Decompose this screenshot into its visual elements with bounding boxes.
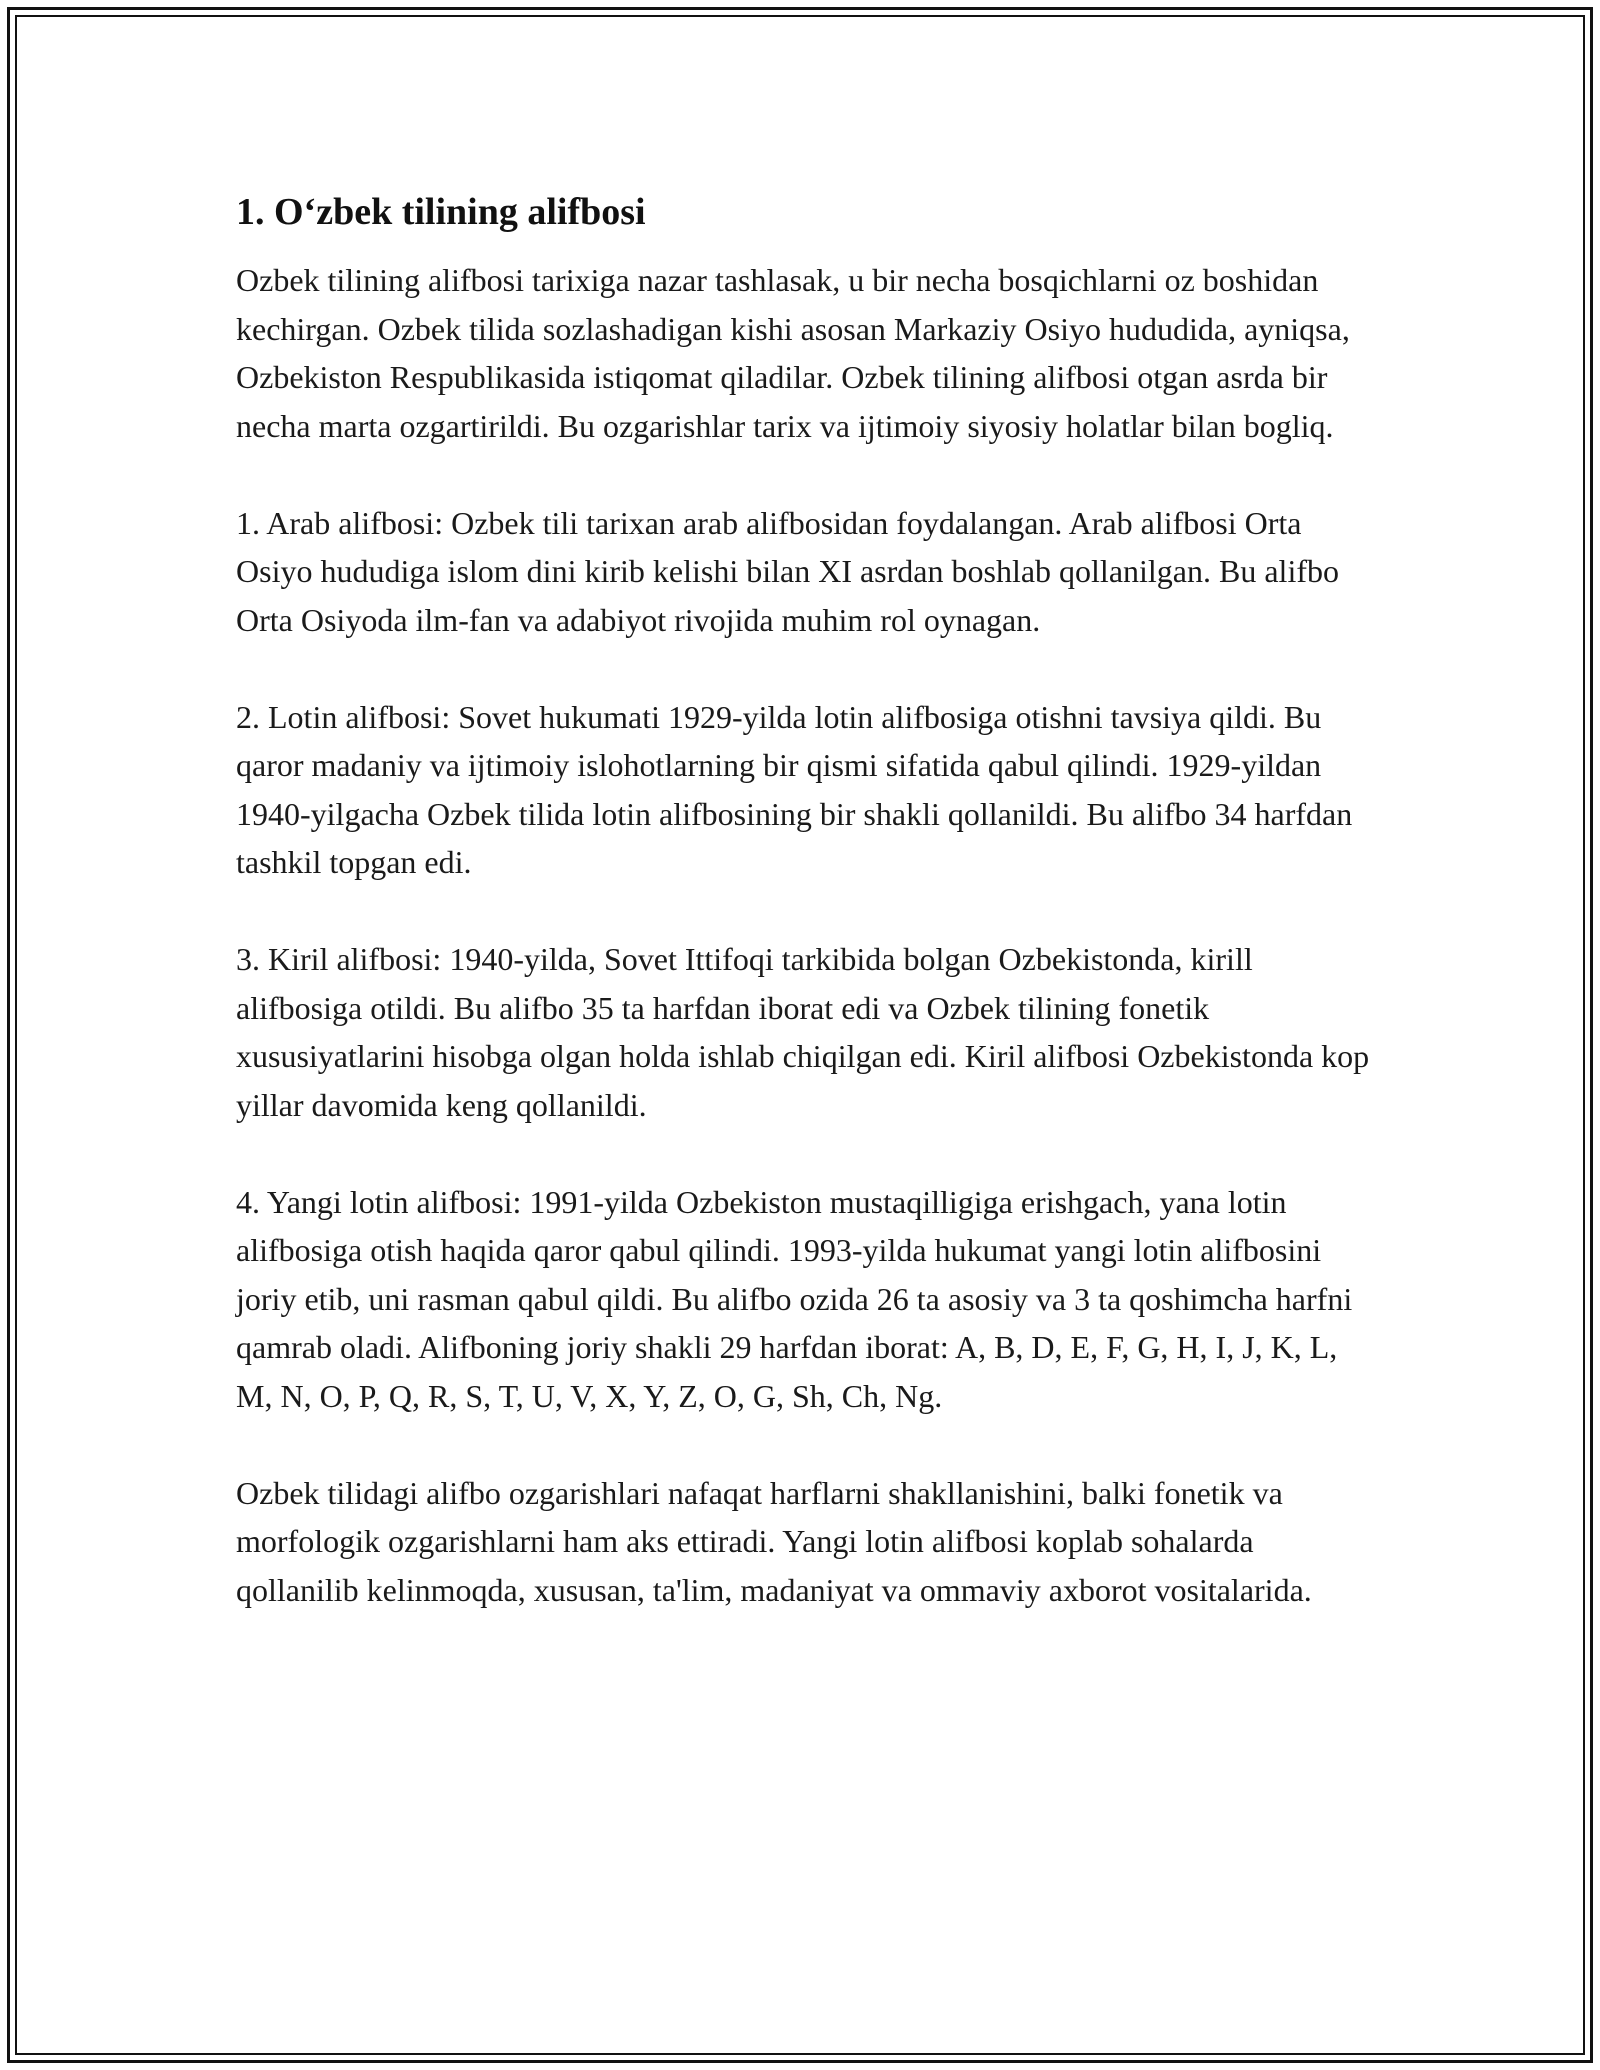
- document-body: [236, 186, 1376, 1614]
- document-title: 1. Oʻzbek tilining alifbosi: [236, 191, 646, 233]
- conclusion-paragraph: Ozbek tilidagi alifbo ozgarishlari nafaqat harflarni shakllanishini, balki fonetik va morfologik ozgarishlarni ham aks ettiradi. Yangi lotin alifbosi koplab sohalarda qollanilib kelinmoqda, xususan, ta'lim, madaniyat va ommaviy axborot vositalarida.: [236, 1474, 1312, 1608]
- new-latin-alphabet-paragraph: 4. Yangi lotin alifbosi: 1991-yilda Ozbekiston mustaqilligiga erishgach, yana lotin alifbosiga otish haqida qaror qabul qilindi. 1993-yilda hukumat yangi lotin alifbosini joriy etib, uni rasman qabul qildi. Bu alifbo ozida 26 ta asosiy va 3 ta qoshimcha harfni qamrab oladi. Alifboning joriy shakli 29 harfdan iborat: A, B, D, E, F, G, H, I, J, K, L, M, N, O, P, Q, R, S, T, U, V, X, Y, Z, O, G, Sh, Ch, Ng.: [236, 1183, 1353, 1414]
- cyrillic-alphabet-paragraph: 3. Kiril alifbosi: 1940-yilda, Sovet Ittifoqi tarkibida bolgan Ozbekistonda, kirill alifbosiga otildi. Bu alifbo 35 ta harfdan iborat edi va Ozbek tilining fonetik xususiyatlarini hisobga olgan holda ishlab chiqilgan edi. Kiril alifbosi Ozbekistonda kop yillar davomida keng qollanildi.: [236, 941, 1370, 1123]
- arab-alphabet-paragraph: 1. Arab alifbosi: Ozbek tili tarixan arab alifbosidan foydalangan. Arab alifbosi Orta Osiyo hududiga islom dini kirib kelishi bilan XI asrdan boshlab qollanilgan. Bu alifbo Orta Osiyoda ilm-fan va adabiyot rivojida muhim rol oynagan.: [236, 504, 1339, 638]
- latin-alphabet-paragraph: 2. Lotin alifbosi: Sovet hukumati 1929-yilda lotin alifbosiga otishni tavsiya qildi. Bu qaror madaniy va ijtimoiy islohotlarning bir qismi sifatida qabul qilindi. 1929-yildan 1940-yilgacha Ozbek tilida lotin alifbosining bir shakli qollanildi. Bu alifbo 34 harfdan tashkil topgan edi.: [236, 698, 1353, 880]
- intro-paragraph: Ozbek tilining alifbosi tarixiga nazar tashlasak, u bir necha bosqichlarni oz boshidan kechirgan. Ozbek tilida sozlashadigan kishi asosan Markaziy Osiyo hududida, ayniqsa, Ozbekiston Respublikasida istiqomat qiladilar. Ozbek tilining alifbosi otgan asrda bir necha marta ozgartirildi. Bu ozgarishlar tarix va ijtimoiy siyosiy holatlar bilan bogliq.: [236, 262, 1350, 444]
